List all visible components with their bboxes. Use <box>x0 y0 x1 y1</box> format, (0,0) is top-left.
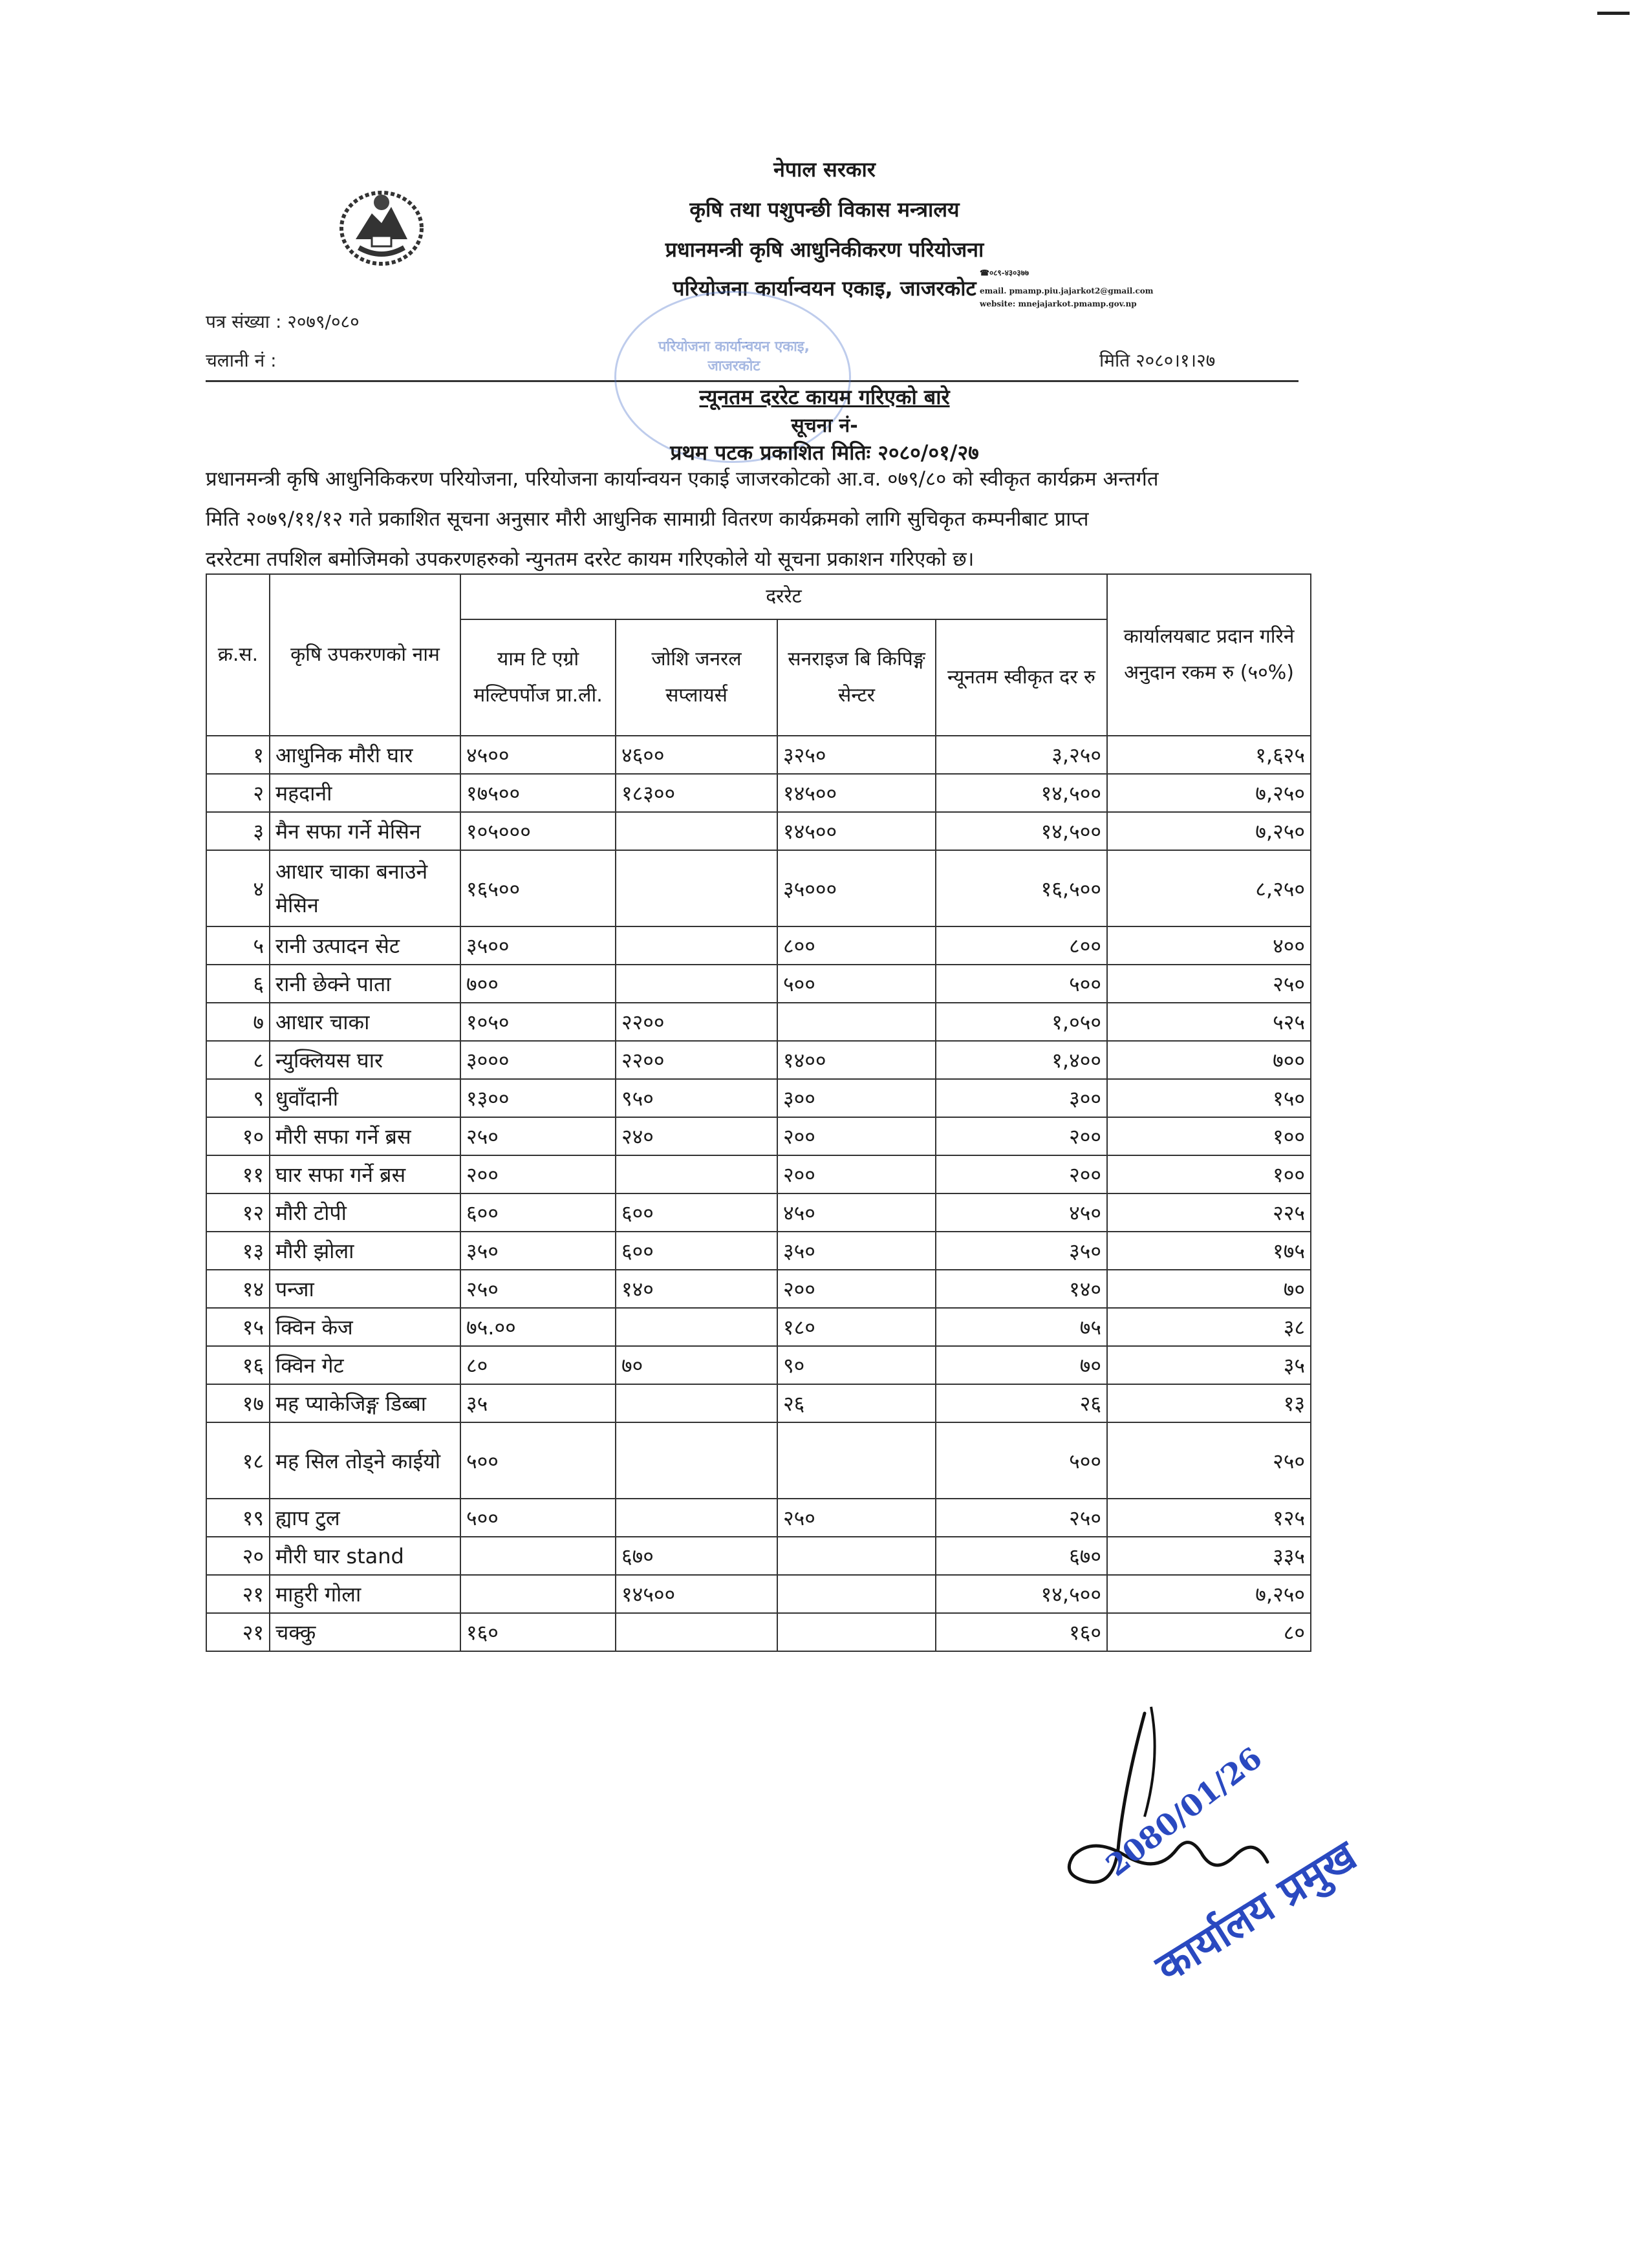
row-item-name: धुवाँदानी <box>270 1079 460 1117</box>
row-subsidy: १,६२५ <box>1107 736 1311 774</box>
row-supplier-2-rate <box>616 1384 777 1422</box>
letter-number: पत्र संख्या : २०७९/०८० <box>206 311 360 332</box>
row-min-rate: २६ <box>936 1384 1107 1422</box>
row-supplier-2-rate: २४० <box>616 1117 777 1155</box>
row-subsidy: १३ <box>1107 1384 1311 1422</box>
row-subsidy: १२५ <box>1107 1499 1311 1537</box>
row-sn: १७ <box>206 1384 270 1422</box>
table-row <box>206 850 1311 926</box>
row-supplier-2-rate: २२०० <box>616 1003 777 1041</box>
issue-date: मिति २०८०।१।२७ <box>1099 350 1216 371</box>
col-header-rate-group: दररेट <box>460 574 1107 619</box>
row-sn: ११ <box>206 1155 270 1193</box>
row-item-name: मौरी झोला <box>270 1232 460 1270</box>
table-row <box>206 965 1311 1003</box>
dispatch-number: चलानी नं : <box>206 350 277 371</box>
row-supplier-1-rate: १६५०० <box>460 850 616 926</box>
row-min-rate: १,४०० <box>936 1041 1107 1079</box>
row-min-rate: ७० <box>936 1346 1107 1384</box>
row-item-name: मौरी घार stand <box>270 1537 460 1575</box>
row-item-name: आधार चाका बनाउने मेसिन <box>270 850 460 926</box>
rate-table-body <box>206 736 1311 1651</box>
row-sn: १ <box>206 736 270 774</box>
row-subsidy: २५० <box>1107 965 1311 1003</box>
row-supplier-1-rate: ३५० <box>460 1232 616 1270</box>
notice-body-line-3: दररेटमा तपशिल बमोजिमको उपकरणहरुको न्युनतम दररेट कायम गरिएकोले यो सूचना प्रकाशन गरिएको छ। <box>206 548 975 571</box>
row-subsidy: ७,२५० <box>1107 1575 1311 1613</box>
row-item-name: रानी छेक्ने पाता <box>270 965 460 1003</box>
row-sn: ९ <box>206 1079 270 1117</box>
rate-table <box>206 573 1311 1652</box>
row-supplier-1-rate: ५०० <box>460 1422 616 1499</box>
publish-date: प्रथम पटक प्रकाशित मितिः २०८०/०१/२७ <box>670 440 979 465</box>
row-supplier-1-rate <box>460 1537 616 1575</box>
row-subsidy: १५० <box>1107 1079 1311 1117</box>
row-supplier-1-rate: ७०० <box>460 965 616 1003</box>
row-supplier-3-rate: १४०० <box>777 1041 936 1079</box>
row-sn: ४ <box>206 850 270 926</box>
row-sn: १४ <box>206 1270 270 1308</box>
table-row <box>206 1270 1311 1308</box>
signature-title: कार्यालय प्रमुख <box>1148 1832 1365 1993</box>
row-supplier-2-rate: ६७० <box>616 1537 777 1575</box>
row-min-rate: ५०० <box>936 965 1107 1003</box>
row-subsidy: ५२५ <box>1107 1003 1311 1041</box>
table-header-row-1 <box>206 574 1311 619</box>
row-min-rate: ३५० <box>936 1232 1107 1270</box>
row-sn: १८ <box>206 1422 270 1499</box>
row-supplier-2-rate <box>616 812 777 850</box>
col-header-supplier-1: याम टि एग्रो मल्टिपर्पोज प्रा.ली. <box>460 619 616 736</box>
contact-website: website: mnejajarkot.pmamp.gov.np <box>980 299 1137 308</box>
row-min-rate: २०० <box>936 1155 1107 1193</box>
row-subsidy: ८,२५० <box>1107 850 1311 926</box>
row-supplier-3-rate: ५०० <box>777 965 936 1003</box>
row-min-rate: २५० <box>936 1499 1107 1537</box>
row-sn: २० <box>206 1537 270 1575</box>
row-supplier-2-rate <box>616 1499 777 1537</box>
contact-email: email. pmamp.piu.jajarkot2@gmail.com <box>980 286 1154 295</box>
row-supplier-1-rate: २०० <box>460 1155 616 1193</box>
row-subsidy: ३५ <box>1107 1346 1311 1384</box>
row-item-name: ह्याप टुल <box>270 1499 460 1537</box>
row-supplier-1-rate: २५० <box>460 1270 616 1308</box>
row-supplier-3-rate: ३२५० <box>777 736 936 774</box>
col-header-supplier-3: सनराइज बि किपिङ्ग सेन्टर <box>777 619 936 736</box>
row-supplier-2-rate: १८३०० <box>616 774 777 812</box>
row-subsidy: ४०० <box>1107 926 1311 965</box>
row-supplier-2-rate <box>616 1613 777 1651</box>
col-header-sn: क्र.स. <box>206 574 270 736</box>
row-supplier-1-rate: १०५००० <box>460 812 616 850</box>
row-supplier-2-rate <box>616 926 777 965</box>
row-min-rate: १४,५०० <box>936 774 1107 812</box>
row-supplier-3-rate: २०० <box>777 1117 936 1155</box>
row-supplier-3-rate: २५० <box>777 1499 936 1537</box>
row-supplier-3-rate: ३०० <box>777 1079 936 1117</box>
header-government: नेपाल सरकार <box>773 157 876 182</box>
row-subsidy: ७०० <box>1107 1041 1311 1079</box>
row-item-name: क्विन केज <box>270 1308 460 1346</box>
stamp-label: परियोजना कार्यान्वयन एकाइ, जाजरकोट <box>658 339 810 374</box>
row-supplier-1-rate: ३५०० <box>460 926 616 965</box>
row-supplier-1-rate <box>460 1575 616 1613</box>
row-supplier-1-rate: १७५०० <box>460 774 616 812</box>
row-subsidy: १०० <box>1107 1117 1311 1155</box>
row-min-rate: ३,२५० <box>936 736 1107 774</box>
row-subsidy: ३८ <box>1107 1308 1311 1346</box>
row-supplier-3-rate: ९० <box>777 1346 936 1384</box>
row-min-rate: २०० <box>936 1117 1107 1155</box>
row-min-rate: १४० <box>936 1270 1107 1308</box>
header-ministry: कृषि तथा पशुपन्छी विकास मन्त्रालय <box>689 197 960 222</box>
row-supplier-2-rate: १४० <box>616 1270 777 1308</box>
row-min-rate: ७५ <box>936 1308 1107 1346</box>
row-supplier-3-rate <box>777 1613 936 1651</box>
row-subsidy: ७० <box>1107 1270 1311 1308</box>
row-supplier-1-rate: ६०० <box>460 1193 616 1232</box>
notice-body <box>206 459 1305 579</box>
row-subsidy: २२५ <box>1107 1193 1311 1232</box>
row-supplier-2-rate: ६०० <box>616 1232 777 1270</box>
row-sn: १२ <box>206 1193 270 1232</box>
row-supplier-2-rate: १४५०० <box>616 1575 777 1613</box>
row-item-name: क्विन गेट <box>270 1346 460 1384</box>
row-sn: ६ <box>206 965 270 1003</box>
row-item-name: मैन सफा गर्ने मेसिन <box>270 812 460 850</box>
row-subsidy: ८० <box>1107 1613 1311 1651</box>
col-header-min-rate: न्यूनतम स्वीकृत दर रु <box>936 619 1107 736</box>
row-min-rate: ८०० <box>936 926 1107 965</box>
row-sn: ८ <box>206 1041 270 1079</box>
row-item-name: मौरी सफा गर्ने ब्रस <box>270 1117 460 1155</box>
row-supplier-3-rate: २०० <box>777 1270 936 1308</box>
row-min-rate: ६७० <box>936 1537 1107 1575</box>
table-row <box>206 926 1311 965</box>
row-supplier-3-rate: २०० <box>777 1155 936 1193</box>
row-sn: ७ <box>206 1003 270 1041</box>
row-min-rate: ५०० <box>936 1422 1107 1499</box>
header-project: प्रधानमन्त्री कृषि आधुनिकीकरण परियोजना <box>665 237 984 262</box>
row-supplier-2-rate: २२०० <box>616 1041 777 1079</box>
row-item-name: न्युक्लियस घार <box>270 1041 460 1079</box>
row-item-name: घार सफा गर्ने ब्रस <box>270 1155 460 1193</box>
row-supplier-1-rate: ५०० <box>460 1499 616 1537</box>
row-supplier-3-rate <box>777 1575 936 1613</box>
signature-date: 2080/01/26 <box>1099 1740 1269 1883</box>
table-row <box>206 812 1311 850</box>
row-min-rate: ३०० <box>936 1079 1107 1117</box>
row-item-name: आधुनिक मौरी घार <box>270 736 460 774</box>
row-sn: २१ <box>206 1575 270 1613</box>
row-supplier-2-rate <box>616 850 777 926</box>
row-subsidy: १०० <box>1107 1155 1311 1193</box>
row-supplier-2-rate: ६०० <box>616 1193 777 1232</box>
row-supplier-1-rate: २५० <box>460 1117 616 1155</box>
row-sn: १० <box>206 1117 270 1155</box>
row-sn: २१ <box>206 1613 270 1651</box>
table-row <box>206 1537 1311 1575</box>
table-row <box>206 774 1311 812</box>
table-row <box>206 1384 1311 1422</box>
row-supplier-3-rate <box>777 1422 936 1499</box>
row-min-rate: १,०५० <box>936 1003 1107 1041</box>
row-supplier-3-rate: १४५०० <box>777 812 936 850</box>
row-item-name: पन्जा <box>270 1270 460 1308</box>
row-supplier-1-rate: १०५० <box>460 1003 616 1041</box>
notice-body-line-2: मिति २०७९/११/१२ गते प्रकाशित सूचना अनुसार मौरी आधुनिक सामाग्री वितरण कार्यक्रमको लागि सुचिकृत कम्पनीबाट प्राप्त <box>206 508 1089 531</box>
row-item-name: रानी उत्पादन सेट <box>270 926 460 965</box>
row-item-name: मौरी टोपी <box>270 1193 460 1232</box>
row-subsidy: ३३५ <box>1107 1537 1311 1575</box>
col-header-item: कृषि उपकरणको नाम <box>270 574 460 736</box>
table-row <box>206 1346 1311 1384</box>
row-sn: ३ <box>206 812 270 850</box>
row-supplier-1-rate: १६० <box>460 1613 616 1651</box>
table-row <box>206 1079 1311 1117</box>
row-subsidy: १७५ <box>1107 1232 1311 1270</box>
row-supplier-3-rate: ८०० <box>777 926 936 965</box>
table-row <box>206 1613 1311 1651</box>
row-supplier-3-rate <box>777 1537 936 1575</box>
row-item-name: माहुरी गोला <box>270 1575 460 1613</box>
table-row <box>206 1575 1311 1613</box>
row-item-name: आधार चाका <box>270 1003 460 1041</box>
scan-mark <box>1597 12 1630 15</box>
row-item-name: महदानी <box>270 774 460 812</box>
row-min-rate: १४,५०० <box>936 812 1107 850</box>
table-row <box>206 1003 1311 1041</box>
row-supplier-3-rate: १४५०० <box>777 774 936 812</box>
header-unit: परियोजना कार्यान्वयन एकाइ, जाजरकोट <box>673 276 976 301</box>
notice-number: सूचना नं- <box>791 414 858 437</box>
table-row <box>206 736 1311 774</box>
row-supplier-3-rate: ४५० <box>777 1193 936 1232</box>
row-supplier-1-rate: ३५ <box>460 1384 616 1422</box>
table-row <box>206 1422 1311 1499</box>
contact-phone: ☎०८९-४३०३७७ <box>980 268 1029 277</box>
row-supplier-3-rate <box>777 1003 936 1041</box>
row-supplier-1-rate: ७५.०० <box>460 1308 616 1346</box>
table-row <box>206 1308 1311 1346</box>
row-supplier-1-rate: ८० <box>460 1346 616 1384</box>
row-subsidy: २५० <box>1107 1422 1311 1499</box>
row-supplier-2-rate <box>616 965 777 1003</box>
table-row <box>206 1232 1311 1270</box>
row-sn: ५ <box>206 926 270 965</box>
row-supplier-2-rate <box>616 1155 777 1193</box>
notice-body-line-1: प्रधानमन्त्री कृषि आधुनिकिकरण परियोजना, परियोजना कार्यान्वयन एकाई जाजरकोटको आ.व. ०७९/८० को स्वीकृत कार्यक्रम अन्तर्गत <box>206 467 1159 491</box>
row-supplier-3-rate: १८० <box>777 1308 936 1346</box>
row-supplier-3-rate: २६ <box>777 1384 936 1422</box>
row-sn: १९ <box>206 1499 270 1537</box>
row-subsidy: ७,२५० <box>1107 812 1311 850</box>
row-min-rate: १४,५०० <box>936 1575 1107 1613</box>
row-min-rate: १६० <box>936 1613 1107 1651</box>
row-supplier-3-rate: ३५००० <box>777 850 936 926</box>
table-row <box>206 1193 1311 1232</box>
row-min-rate: १६,५०० <box>936 850 1107 926</box>
notice-title: न्यूनतम दररेट कायम गरिएको बारे <box>699 385 950 409</box>
row-supplier-2-rate: ९५० <box>616 1079 777 1117</box>
row-sn: १५ <box>206 1308 270 1346</box>
row-supplier-3-rate: ३५० <box>777 1232 936 1270</box>
row-item-name: मह सिल तोड्ने काईयो <box>270 1422 460 1499</box>
row-supplier-1-rate: १३०० <box>460 1079 616 1117</box>
table-row <box>206 1117 1311 1155</box>
row-subsidy: ७,२५० <box>1107 774 1311 812</box>
table-row <box>206 1155 1311 1193</box>
row-supplier-2-rate <box>616 1422 777 1499</box>
row-supplier-2-rate <box>616 1308 777 1346</box>
col-header-subsidy: कार्यालयबाट प्रदान गरिने अनुदान रकम रु (५०%) <box>1107 574 1311 736</box>
row-sn: २ <box>206 774 270 812</box>
row-supplier-1-rate: ४५०० <box>460 736 616 774</box>
table-row <box>206 1499 1311 1537</box>
row-sn: १३ <box>206 1232 270 1270</box>
table-row <box>206 1041 1311 1079</box>
row-item-name: चक्कु <box>270 1613 460 1651</box>
row-supplier-2-rate: ४६०० <box>616 736 777 774</box>
col-header-supplier-2: जोशि जनरल सप्लायर्स <box>616 619 777 736</box>
row-min-rate: ४५० <box>936 1193 1107 1232</box>
row-sn: १६ <box>206 1346 270 1384</box>
row-supplier-1-rate: ३००० <box>460 1041 616 1079</box>
row-item-name: मह प्याकेजिङ्ग डिब्बा <box>270 1384 460 1422</box>
row-supplier-2-rate: ७० <box>616 1346 777 1384</box>
